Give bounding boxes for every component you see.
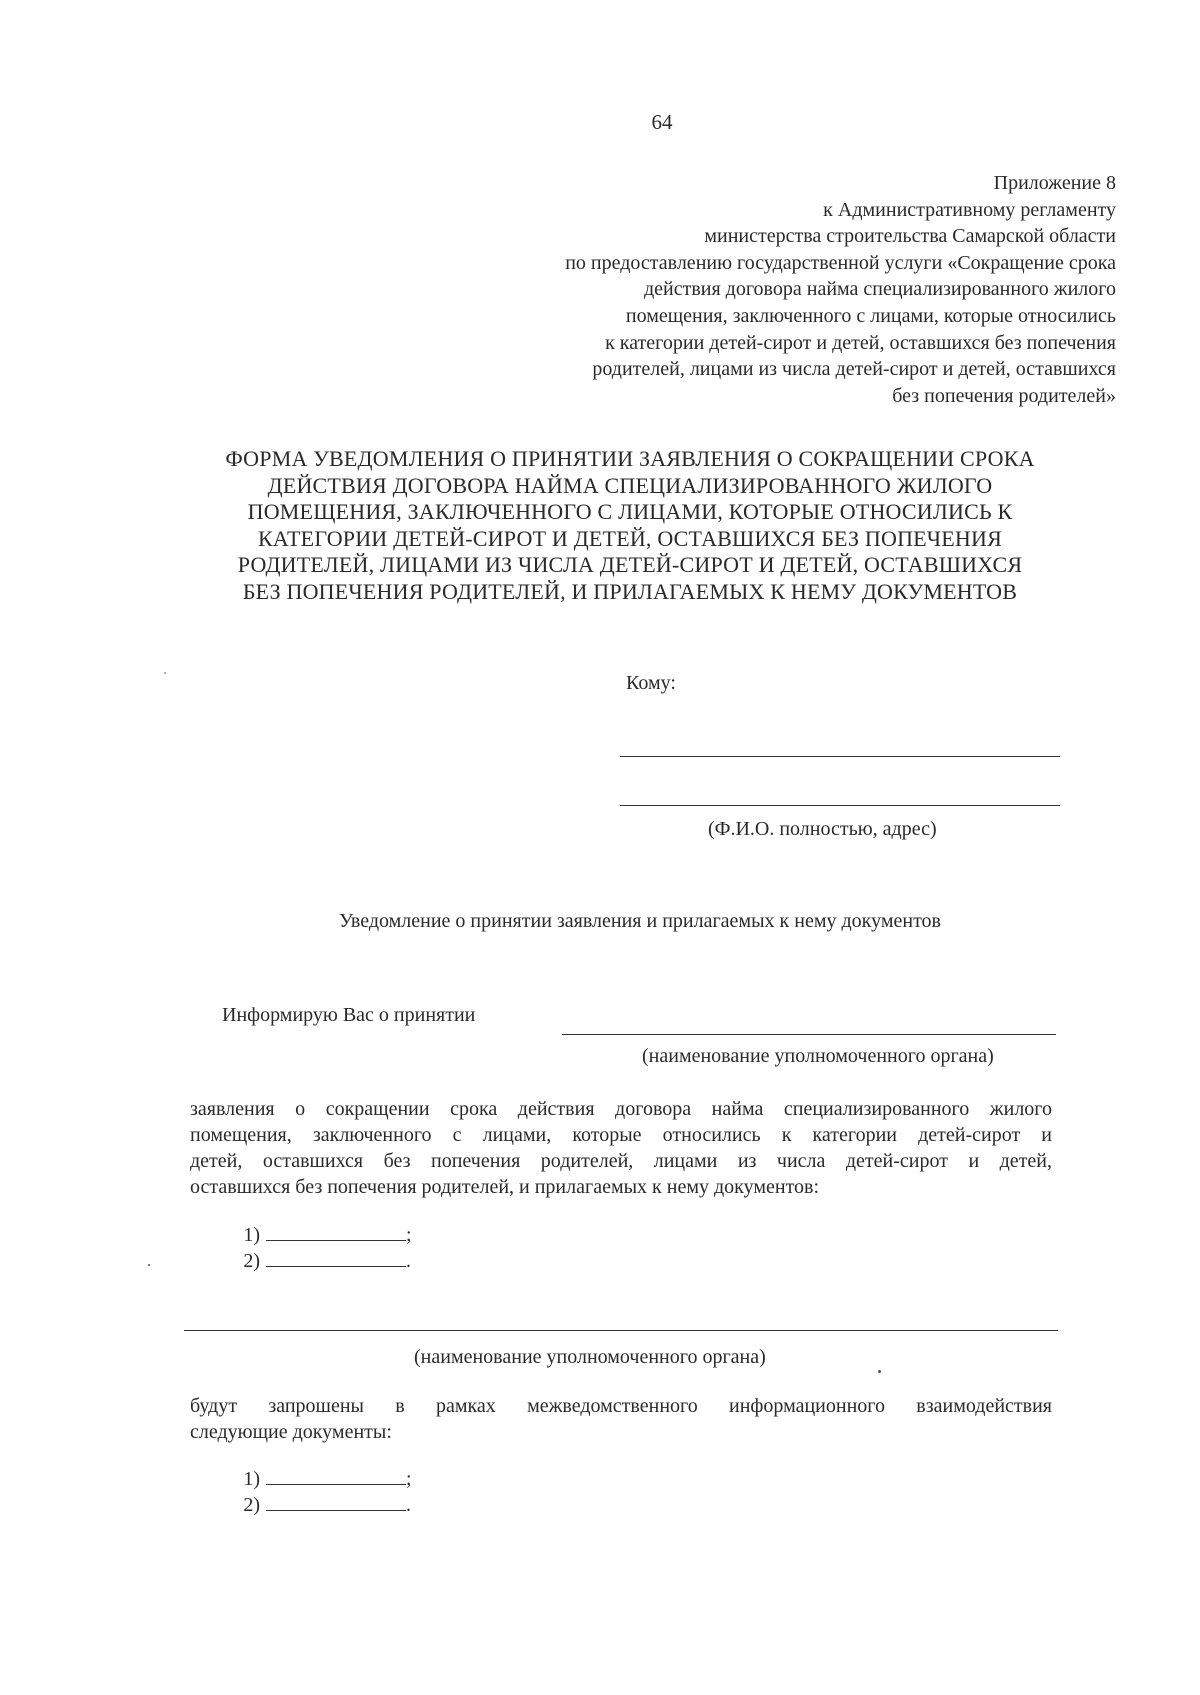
form-title-line: ДЕЙСТВИЯ ДОГОВОРА НАЙМА СПЕЦИАЛИЗИРОВАННОГО ЖИЛОГО [267, 472, 993, 498]
recipient-caption: (Ф.И.О. полностью, адрес) [708, 818, 937, 840]
paragraph-line: следующие документы: [190, 1421, 392, 1443]
appendix-line: министерства строительства Самарской области [704, 225, 1116, 248]
paragraph-line: оставшихся без попечения родителей, и прилагаемых к нему документов: [190, 1176, 820, 1198]
document-blank-field[interactable] [266, 1222, 406, 1241]
authority-name-line[interactable] [562, 1034, 1056, 1035]
authority-caption: (наименование уполномоченного органа) [642, 1045, 994, 1067]
authority-caption-2: (наименование уполномоченного органа) [414, 1346, 766, 1368]
form-title-line: КАТЕГОРИИ ДЕТЕЙ-СИРОТ И ДЕТЕЙ, ОСТАВШИХСЯ БЕЗ ПОПЕЧЕНИЯ [258, 525, 1002, 551]
appendix-line: действия договора найма специализированного жилого [643, 278, 1116, 301]
form-title-line: ПОМЕЩЕНИЯ, ЗАКЛЮЧЕННОГО С ЛИЦАМИ, КОТОРЫЕ ОТНОСИЛИСЬ К [247, 499, 1013, 524]
list-number: 2) [243, 1494, 260, 1516]
requested-list-item [232, 1492, 411, 1517]
recipient-name-line[interactable] [620, 756, 1060, 757]
document-blank-field[interactable] [266, 1248, 406, 1267]
paragraph-line: будут запрошены в рамках межведомственного информационного взаимодействия [190, 1395, 1052, 1417]
list-number: 1) [243, 1224, 260, 1246]
form-title-line: РОДИТЕЛЕЙ, ЛИЦАМИ ИЗ ЧИСЛА ДЕТЕЙ-СИРОТ И ДЕТЕЙ, ОСТАВШИХСЯ [237, 552, 1023, 577]
paragraph-line: помещения, заключенного с лицами, которые относились к категории детей-сирот и [190, 1124, 1052, 1146]
list-end: . [406, 1250, 411, 1272]
requested-list-item [232, 1466, 412, 1491]
form-title-line: ФОРМА УВЕДОМЛЕНИЯ О ПРИНЯТИИ ЗАЯВЛЕНИЯ О СОКРАЩЕНИИ СРОКА [225, 446, 1035, 471]
document-list-item [232, 1222, 412, 1247]
document-list-item [232, 1248, 411, 1273]
application-paragraph [190, 1096, 1052, 1200]
list-end: . [406, 1494, 411, 1516]
appendix-line: к категории детей-сирот и детей, оставшихся без попечения [605, 331, 1116, 354]
appendix-line: Приложение 8 [993, 172, 1116, 194]
interagency-paragraph [190, 1393, 1052, 1445]
requested-blank-field[interactable] [266, 1492, 406, 1511]
appendix-line: по предоставлению государственной услуги «Сокращение срока [565, 251, 1116, 274]
list-end: ; [406, 1468, 412, 1490]
form-title [190, 446, 1070, 605]
authority-name-line-2[interactable] [184, 1330, 1058, 1331]
inform-label: Информирую Вас о принятии [222, 1004, 476, 1026]
scan-speck [164, 672, 166, 674]
requested-blank-field[interactable] [266, 1466, 406, 1485]
appendix-line: помещения, заключенного с лицами, которые относились [625, 304, 1116, 327]
scan-speck [148, 1264, 150, 1266]
list-number: 2) [243, 1250, 260, 1272]
appendix-header [396, 170, 1116, 409]
appendix-line: без попечения родителей» [892, 384, 1116, 407]
list-number: 1) [243, 1468, 260, 1490]
recipient-label: Кому: [626, 672, 676, 694]
appendix-line: к Административному регламенту [823, 198, 1116, 221]
page-number: 64 [651, 110, 673, 134]
form-title-line: БЕЗ ПОПЕЧЕНИЯ РОДИТЕЛЕЙ, И ПРИЛАГАЕМЫХ К НЕМУ ДОКУМЕНТОВ [242, 578, 1018, 604]
list-end: ; [406, 1224, 412, 1246]
scan-speck [878, 1370, 881, 1373]
notice-heading: Уведомление о принятии заявления и прилагаемых к нему документов [339, 910, 941, 932]
paragraph-line: заявления о сокращении срока действия договора найма специализированного жилого [190, 1098, 1052, 1120]
paragraph-line: детей, оставшихся без попечения родителей, лицами из числа детей-сирот и детей, [190, 1150, 1052, 1172]
appendix-line: родителей, лицами из числа детей-сирот и детей, оставшихся [592, 358, 1116, 381]
recipient-address-line[interactable] [620, 805, 1060, 806]
